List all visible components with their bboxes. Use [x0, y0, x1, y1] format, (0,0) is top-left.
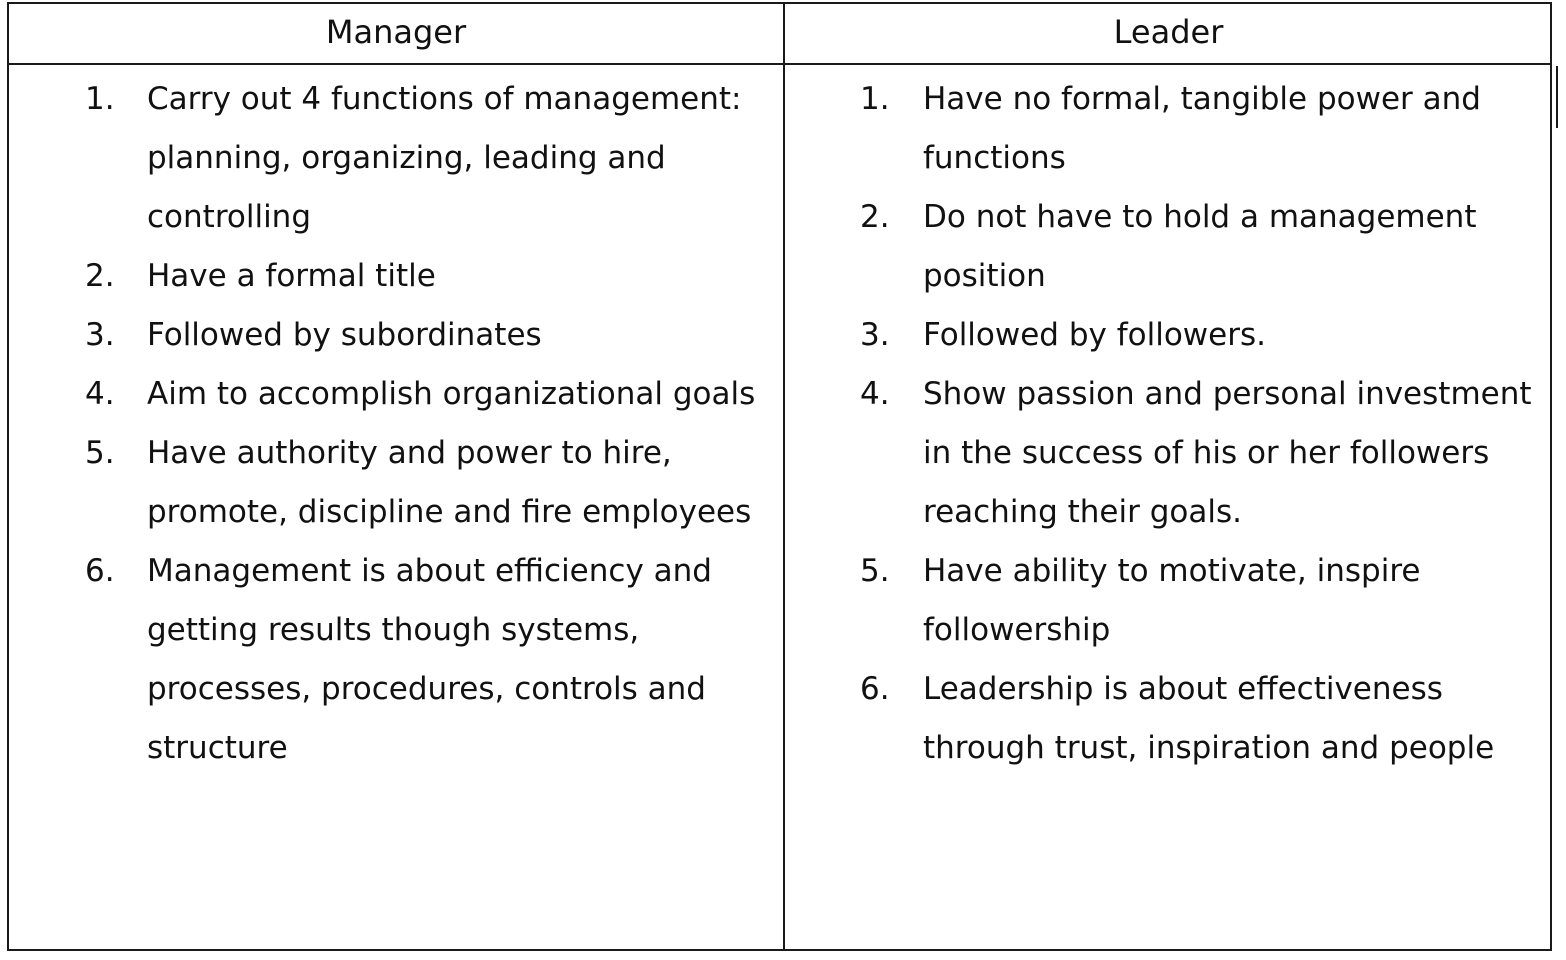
leader-cell — [785, 70, 1552, 778]
item-text: Have no formal, tangible power and functions — [923, 81, 1481, 176]
item-text: Have a formal title — [147, 258, 436, 294]
manager-list — [9, 70, 783, 778]
list-item — [785, 542, 1552, 660]
list-item — [9, 365, 783, 424]
item-number: 6. — [860, 671, 890, 707]
list-item — [785, 660, 1552, 778]
header-leader: Leader — [1113, 13, 1224, 51]
item-number: 5. — [860, 553, 890, 589]
item-text: Leadership is about effectiveness through trust, inspiration and people — [923, 671, 1495, 766]
text-cursor-mark — [1556, 66, 1558, 128]
item-number: 2. — [85, 258, 115, 294]
item-number: 1. — [860, 81, 890, 117]
item-text: Management is about efficiency and getting results though systems, processes, procedures, controls and structure — [147, 553, 712, 766]
item-number: 1. — [85, 81, 115, 117]
item-number: 6. — [85, 553, 115, 589]
leader-list — [785, 70, 1552, 778]
manager-cell — [9, 70, 783, 778]
item-number: 3. — [85, 317, 115, 353]
item-number: 5. — [85, 435, 115, 471]
list-item — [785, 306, 1552, 365]
item-number: 2. — [860, 199, 890, 235]
item-number: 4. — [860, 376, 890, 412]
list-item — [785, 188, 1552, 306]
item-number: 3. — [860, 317, 890, 353]
item-text: Have authority and power to hire, promote, discipline and fire employees — [147, 435, 752, 530]
item-text: Do not have to hold a management position — [923, 199, 1477, 294]
item-text: Followed by followers. — [923, 317, 1266, 353]
list-item — [9, 247, 783, 306]
list-item — [9, 306, 783, 365]
list-item — [785, 70, 1552, 188]
item-number: 4. — [85, 376, 115, 412]
list-item — [9, 542, 783, 778]
header-divider — [9, 63, 1550, 65]
item-text: Show passion and personal investment in the success of his or her followers reaching their goals. — [923, 376, 1532, 530]
item-text: Carry out 4 functions of management: planning, organizing, leading and controlling — [147, 81, 742, 235]
list-item — [785, 365, 1552, 542]
header-manager: Manager — [325, 13, 467, 51]
list-item — [9, 70, 783, 247]
item-text: Followed by subordinates — [147, 317, 542, 353]
list-item — [9, 424, 783, 542]
item-text: Have ability to motivate, inspire followership — [923, 553, 1421, 648]
comparison-table — [7, 2, 1552, 951]
item-text: Aim to accomplish organizational goals — [147, 376, 756, 412]
